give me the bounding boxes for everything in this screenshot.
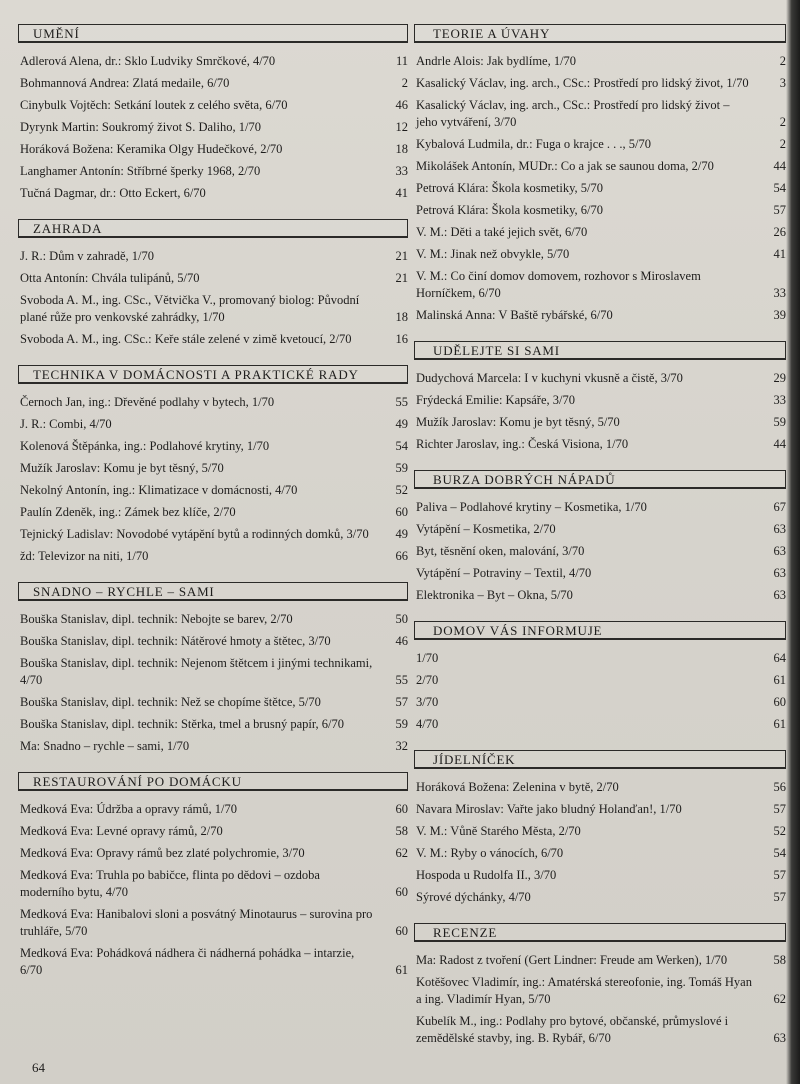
index-entry xyxy=(414,563,786,585)
entry-title: V. M.: Co činí domov domovem, rozhovor s Miroslavem Horníčkem, 6/70 xyxy=(416,269,701,300)
section-heading: RECENZE xyxy=(414,923,786,942)
entry-title: Kasalický Václav, ing. arch., CSc.: Prostředí pro lidský život, 1/70 xyxy=(416,76,749,90)
index-entry xyxy=(414,390,786,412)
index-entry xyxy=(18,799,408,821)
entry-page-number: 60 xyxy=(773,695,786,709)
index-entry xyxy=(414,156,786,178)
entry-title: 2/70 xyxy=(416,673,439,687)
index-entry xyxy=(18,524,408,546)
entry-page-number: 21 xyxy=(395,271,408,285)
index-entry xyxy=(414,1011,786,1050)
entry-page-number: 55 xyxy=(395,395,408,409)
entry-page-number: 59 xyxy=(395,461,408,475)
entry-title: Svoboda A. M., ing. CSc.: Keře stále zelené v zimě kvetoucí, 2/70 xyxy=(20,332,352,346)
section-heading: TECHNIKA V DOMÁCNOSTI A PRAKTICKÉ RADY xyxy=(18,365,408,384)
index-entry xyxy=(18,51,408,73)
left-column xyxy=(18,24,408,996)
index-entry xyxy=(414,950,786,972)
entry-title: Malinská Anna: V Baště rybářské, 6/70 xyxy=(416,308,613,322)
index-entry xyxy=(414,412,786,434)
index-entry xyxy=(414,887,786,909)
index-entry xyxy=(414,305,786,327)
entry-page-number: 60 xyxy=(395,885,408,899)
index-entry xyxy=(18,692,408,714)
section-teorie-a-uvahy xyxy=(414,24,786,327)
entry-title: Medková Eva: Levné opravy rámů, 2/70 xyxy=(20,824,223,838)
entry-page-number: 62 xyxy=(773,992,786,1006)
entry-title: Paulín Zdeněk, ing.: Zámek bez klíče, 2/70 xyxy=(20,505,236,519)
section-burza-dobrych-napadu xyxy=(414,470,786,607)
index-entry xyxy=(18,943,408,982)
entry-page-number: 2 xyxy=(779,137,786,151)
entry-title: J. R.: Dům v zahradě, 1/70 xyxy=(20,249,155,263)
index-entry xyxy=(18,268,408,290)
entry-page-number: 21 xyxy=(395,249,408,263)
entry-page-number: 52 xyxy=(395,483,408,497)
entry-title: Bouška Stanislav, dipl. technik: Stěrka, tmel a brusný papír, 6/70 xyxy=(20,717,344,731)
index-entry xyxy=(18,502,408,524)
section-heading: JÍDELNÍČEK xyxy=(414,750,786,769)
entry-page-number: 18 xyxy=(395,310,408,324)
entry-page-number: 49 xyxy=(395,527,408,541)
entry-page-number: 46 xyxy=(395,634,408,648)
entry-page-number: 46 xyxy=(395,98,408,112)
entry-title: Tejnický Ladislav: Novodobé vytápění bytů a rodinných domků, 3/70 xyxy=(20,527,369,541)
index-entry xyxy=(18,414,408,436)
entry-title: Sýrové dýchánky, 4/70 xyxy=(416,890,531,904)
entry-title: Horáková Božena: Zelenina v bytě, 2/70 xyxy=(416,780,619,794)
index-entry xyxy=(18,480,408,502)
entry-title: J. R.: Combi, 4/70 xyxy=(20,417,112,431)
index-entry xyxy=(18,904,408,943)
entry-title: Ma: Snadno – rychle – sami, 1/70 xyxy=(20,739,190,753)
section-zahrada xyxy=(18,219,408,351)
entry-page-number: 2 xyxy=(779,115,786,129)
index-entry xyxy=(414,865,786,887)
entry-title: Paliva – Podlahové krytiny – Kosmetika, 1/70 xyxy=(416,500,647,514)
index-entry xyxy=(18,865,408,904)
section-snadno-rychle-sami xyxy=(18,582,408,758)
entry-page-number: 26 xyxy=(773,225,786,239)
entry-page-number: 52 xyxy=(773,824,786,838)
entry-page-number: 57 xyxy=(773,802,786,816)
entry-title: Bouška Stanislav, dipl. technik: Než se chopíme štětce, 5/70 xyxy=(20,695,321,709)
entry-title: 4/70 xyxy=(416,717,439,731)
entry-title: Nekolný Antonín, ing.: Klimatizace v domácnosti, 4/70 xyxy=(20,483,298,497)
entry-page-number: 63 xyxy=(773,588,786,602)
entry-title: Tučná Dagmar, dr.: Otto Eckert, 6/70 xyxy=(20,186,206,200)
section-heading: DOMOV VÁS INFORMUJE xyxy=(414,621,786,640)
index-entry xyxy=(414,585,786,607)
index-entry xyxy=(18,290,408,329)
entry-page-number: 2 xyxy=(779,54,786,68)
entry-page-number: 57 xyxy=(773,868,786,882)
section-heading: ZAHRADA xyxy=(18,219,408,238)
entry-page-number: 54 xyxy=(773,181,786,195)
entry-page-number: 63 xyxy=(773,544,786,558)
entry-title: Dyrynk Martin: Soukromý život S. Daliho, 1/70 xyxy=(20,120,261,134)
entry-title: Bouška Stanislav, dipl. technik: Nebojte se barev, 2/70 xyxy=(20,612,293,626)
entry-title: Medková Eva: Pohádková nádhera či nádherná pohádka – intarzie, 6/70 xyxy=(20,946,355,977)
entry-page-number: 62 xyxy=(395,846,408,860)
entry-page-number: 33 xyxy=(395,164,408,178)
entry-page-number: 49 xyxy=(395,417,408,431)
entry-title: V. M.: Vůně Starého Města, 2/70 xyxy=(416,824,581,838)
entry-page-number: 55 xyxy=(395,673,408,687)
page-number: 64 xyxy=(32,1060,45,1075)
entry-page-number: 41 xyxy=(395,186,408,200)
entry-page-number: 63 xyxy=(773,1031,786,1045)
index-entry xyxy=(414,843,786,865)
index-entry xyxy=(414,821,786,843)
entry-title: Ma: Radost z tvoření (Gert Lindner: Freude am Werken), 1/70 xyxy=(416,953,728,967)
entry-title: Byt, těsnění oken, malování, 3/70 xyxy=(416,544,585,558)
entry-title: Adlerová Alena, dr.: Sklo Ludviky Smrčkové, 4/70 xyxy=(20,54,276,68)
entry-page-number: 61 xyxy=(773,717,786,731)
entry-title: Bouška Stanislav, dipl. technik: Nejenom štětcem i jinými technikami, 4/70 xyxy=(20,656,373,687)
entry-title: Medková Eva: Údržba a opravy rámů, 1/70 xyxy=(20,802,237,816)
index-entry xyxy=(18,329,408,351)
entry-title: V. M.: Jinak než obvykle, 5/70 xyxy=(416,247,570,261)
index-entry xyxy=(18,821,408,843)
entry-title: Bouška Stanislav, dipl. technik: Nátěrové hmoty a štětec, 3/70 xyxy=(20,634,331,648)
entry-title: V. M.: Děti a také jejich svět, 6/70 xyxy=(416,225,588,239)
entry-title: Petrová Klára: Škola kosmetiky, 6/70 xyxy=(416,203,604,217)
entry-title: Vytápění – Kosmetika, 2/70 xyxy=(416,522,556,536)
entry-page-number: 32 xyxy=(395,739,408,753)
entry-title: Horáková Božena: Keramika Olgy Hudečkové, 2/70 xyxy=(20,142,283,156)
index-entry xyxy=(18,117,408,139)
index-entry xyxy=(414,777,786,799)
entry-title: Petrová Klára: Škola kosmetiky, 5/70 xyxy=(416,181,604,195)
entry-title: žd: Televizor na niti, 1/70 xyxy=(20,549,149,563)
entry-page-number: 66 xyxy=(395,549,408,563)
right-column xyxy=(414,24,786,1064)
entry-page-number: 61 xyxy=(773,673,786,687)
entry-title: Andrle Alois: Jak bydlíme, 1/70 xyxy=(416,54,577,68)
section-umeni xyxy=(18,24,408,205)
index-entry xyxy=(18,609,408,631)
index-entry xyxy=(18,714,408,736)
index-entry xyxy=(414,222,786,244)
index-entry xyxy=(18,843,408,865)
entry-title: Elektronika – Byt – Okna, 5/70 xyxy=(416,588,573,602)
entry-page-number: 58 xyxy=(773,953,786,967)
entry-page-number: 67 xyxy=(773,500,786,514)
index-entry xyxy=(18,139,408,161)
section-heading: UDĚLEJTE SI SAMI xyxy=(414,341,786,360)
entry-page-number: 57 xyxy=(773,890,786,904)
entry-page-number: 29 xyxy=(773,371,786,385)
entry-page-number: 58 xyxy=(395,824,408,838)
entry-page-number: 12 xyxy=(395,120,408,134)
entry-title: Langhamer Antonín: Stříbrné šperky 1968, 2/70 xyxy=(20,164,261,178)
entry-page-number: 60 xyxy=(395,802,408,816)
index-entry xyxy=(414,692,786,714)
index-entry xyxy=(414,368,786,390)
index-entry xyxy=(414,497,786,519)
entry-page-number: 59 xyxy=(395,717,408,731)
entry-title: Frýdecká Emilie: Kapsáře, 3/70 xyxy=(416,393,575,407)
section-heading: BURZA DOBRÝCH NÁPADŮ xyxy=(414,470,786,489)
section-domov-vas-informuje xyxy=(414,621,786,736)
entry-title: Medková Eva: Hanibalovi sloni a posvátný Minotaurus – surovina pro truhláře, 5/70 xyxy=(20,907,373,938)
entry-title: Černoch Jan, ing.: Dřevěné podlahy v bytech, 1/70 xyxy=(20,395,275,409)
entry-page-number: 54 xyxy=(395,439,408,453)
index-entry xyxy=(414,134,786,156)
section-heading: RESTAUROVÁNÍ PO DOMÁCKU xyxy=(18,772,408,791)
entry-title: Otta Antonín: Chvála tulipánů, 5/70 xyxy=(20,271,200,285)
entry-title: Kubelík M., ing.: Podlahy pro bytové, občanské, průmyslové i zemědělské stavby, ing. B. Rybář, 6/70 xyxy=(416,1014,729,1045)
index-entry xyxy=(414,244,786,266)
page-edge-shadow xyxy=(786,0,800,1084)
section-heading: UMĚNÍ xyxy=(18,24,408,43)
entry-page-number: 54 xyxy=(773,846,786,860)
index-entry xyxy=(414,519,786,541)
entry-page-number: 60 xyxy=(395,924,408,938)
entry-title: Richter Jaroslav, ing.: Česká Visiona, 1/70 xyxy=(416,437,629,451)
index-entry xyxy=(18,458,408,480)
section-jidelnicek xyxy=(414,750,786,909)
entry-page-number: 61 xyxy=(395,963,408,977)
index-entry xyxy=(414,200,786,222)
entry-page-number: 64 xyxy=(773,651,786,665)
entry-page-number: 11 xyxy=(395,54,408,68)
entry-title: Vytápění – Potraviny – Textil, 4/70 xyxy=(416,566,592,580)
index-entry xyxy=(18,392,408,414)
entry-title: Kolenová Štěpánka, ing.: Podlahové krytiny, 1/70 xyxy=(20,439,270,453)
index-entry xyxy=(414,434,786,456)
index-entry xyxy=(18,183,408,205)
entry-title: Medková Eva: Opravy rámů bez zlaté polychromie, 3/70 xyxy=(20,846,305,860)
entry-page-number: 18 xyxy=(395,142,408,156)
index-entry xyxy=(414,95,786,134)
index-entry xyxy=(414,714,786,736)
entry-page-number: 3 xyxy=(779,76,786,90)
section-technika-v-domacnosti-a-prakticke-rady xyxy=(18,365,408,568)
entry-page-number: 44 xyxy=(773,437,786,451)
index-entry xyxy=(414,266,786,305)
entry-page-number: 44 xyxy=(773,159,786,173)
entry-title: Kasalický Václav, ing. arch., CSc.: Prostředí pro lidský život – jeho vytváření, 3/70 xyxy=(416,98,730,129)
index-entry xyxy=(18,246,408,268)
entry-page-number: 63 xyxy=(773,566,786,580)
entry-title: Dudychová Marcela: I v kuchyni vkusně a čistě, 3/70 xyxy=(416,371,683,385)
entry-page-number: 56 xyxy=(773,780,786,794)
entry-title: Mužík Jaroslav: Komu je byt těsný, 5/70 xyxy=(20,461,224,475)
entry-page-number: 50 xyxy=(395,612,408,626)
entry-title: Mužík Jaroslav: Komu je byt těsný, 5/70 xyxy=(416,415,620,429)
entry-title: Bohmannová Andrea: Zlatá medaile, 6/70 xyxy=(20,76,230,90)
section-heading: SNADNO – RYCHLE – SAMI xyxy=(18,582,408,601)
entry-page-number: 2 xyxy=(401,76,408,90)
entry-title: Svoboda A. M., ing. CSc., Větvička V., promovaný biolog: Původní plané růže pro venkovské zahrádky, 1/70 xyxy=(20,293,360,324)
entry-title: V. M.: Ryby o vánocích, 6/70 xyxy=(416,846,564,860)
index-entry xyxy=(414,799,786,821)
entry-title: Medková Eva: Truhla po babičce, flinta po dědovi – ozdoba moderního bytu, 4/70 xyxy=(20,868,320,899)
entry-page-number: 57 xyxy=(395,695,408,709)
index-entry xyxy=(414,670,786,692)
entry-page-number: 59 xyxy=(773,415,786,429)
entry-title: Cinybulk Vojtěch: Setkání loutek z celého světa, 6/70 xyxy=(20,98,288,112)
entry-page-number: 16 xyxy=(395,332,408,346)
index-entry xyxy=(18,436,408,458)
index-entry xyxy=(414,972,786,1011)
entry-page-number: 60 xyxy=(395,505,408,519)
index-entry xyxy=(18,653,408,692)
section-heading: TEORIE A ÚVAHY xyxy=(414,24,786,43)
entry-title: Navara Miroslav: Vařte jako bludný Holanďan!, 1/70 xyxy=(416,802,682,816)
section-restaurovani-po-domacku xyxy=(18,772,408,982)
entry-title: 3/70 xyxy=(416,695,439,709)
index-entry xyxy=(18,161,408,183)
index-entry xyxy=(414,51,786,73)
section-udelejte-si-sami xyxy=(414,341,786,456)
index-entry xyxy=(414,648,786,670)
index-entry xyxy=(414,178,786,200)
entry-page-number: 33 xyxy=(773,286,786,300)
entry-title: Kotěšovec Vladimír, ing.: Amatérská stereofonie, ing. Tomáš Hyan a ing. Vladimír Hyan, 5/70 xyxy=(416,975,752,1006)
entry-page-number: 41 xyxy=(773,247,786,261)
entry-page-number: 39 xyxy=(773,308,786,322)
entry-page-number: 33 xyxy=(773,393,786,407)
index-entry xyxy=(18,631,408,653)
index-entry xyxy=(414,541,786,563)
index-entry xyxy=(18,736,408,758)
index-entry xyxy=(18,95,408,117)
index-entry xyxy=(18,546,408,568)
entry-page-number: 63 xyxy=(773,522,786,536)
entry-title: Hospoda u Rudolfa II., 3/70 xyxy=(416,868,557,882)
section-recenze xyxy=(414,923,786,1050)
entry-title: Mikolášek Antonín, MUDr.: Co a jak se saunou doma, 2/70 xyxy=(416,159,714,173)
entry-page-number: 57 xyxy=(773,203,786,217)
entry-title: Kybalová Ludmila, dr.: Fuga o krajce . . ., 5/70 xyxy=(416,137,652,151)
index-entry xyxy=(414,73,786,95)
entry-title: 1/70 xyxy=(416,651,439,665)
index-entry xyxy=(18,73,408,95)
